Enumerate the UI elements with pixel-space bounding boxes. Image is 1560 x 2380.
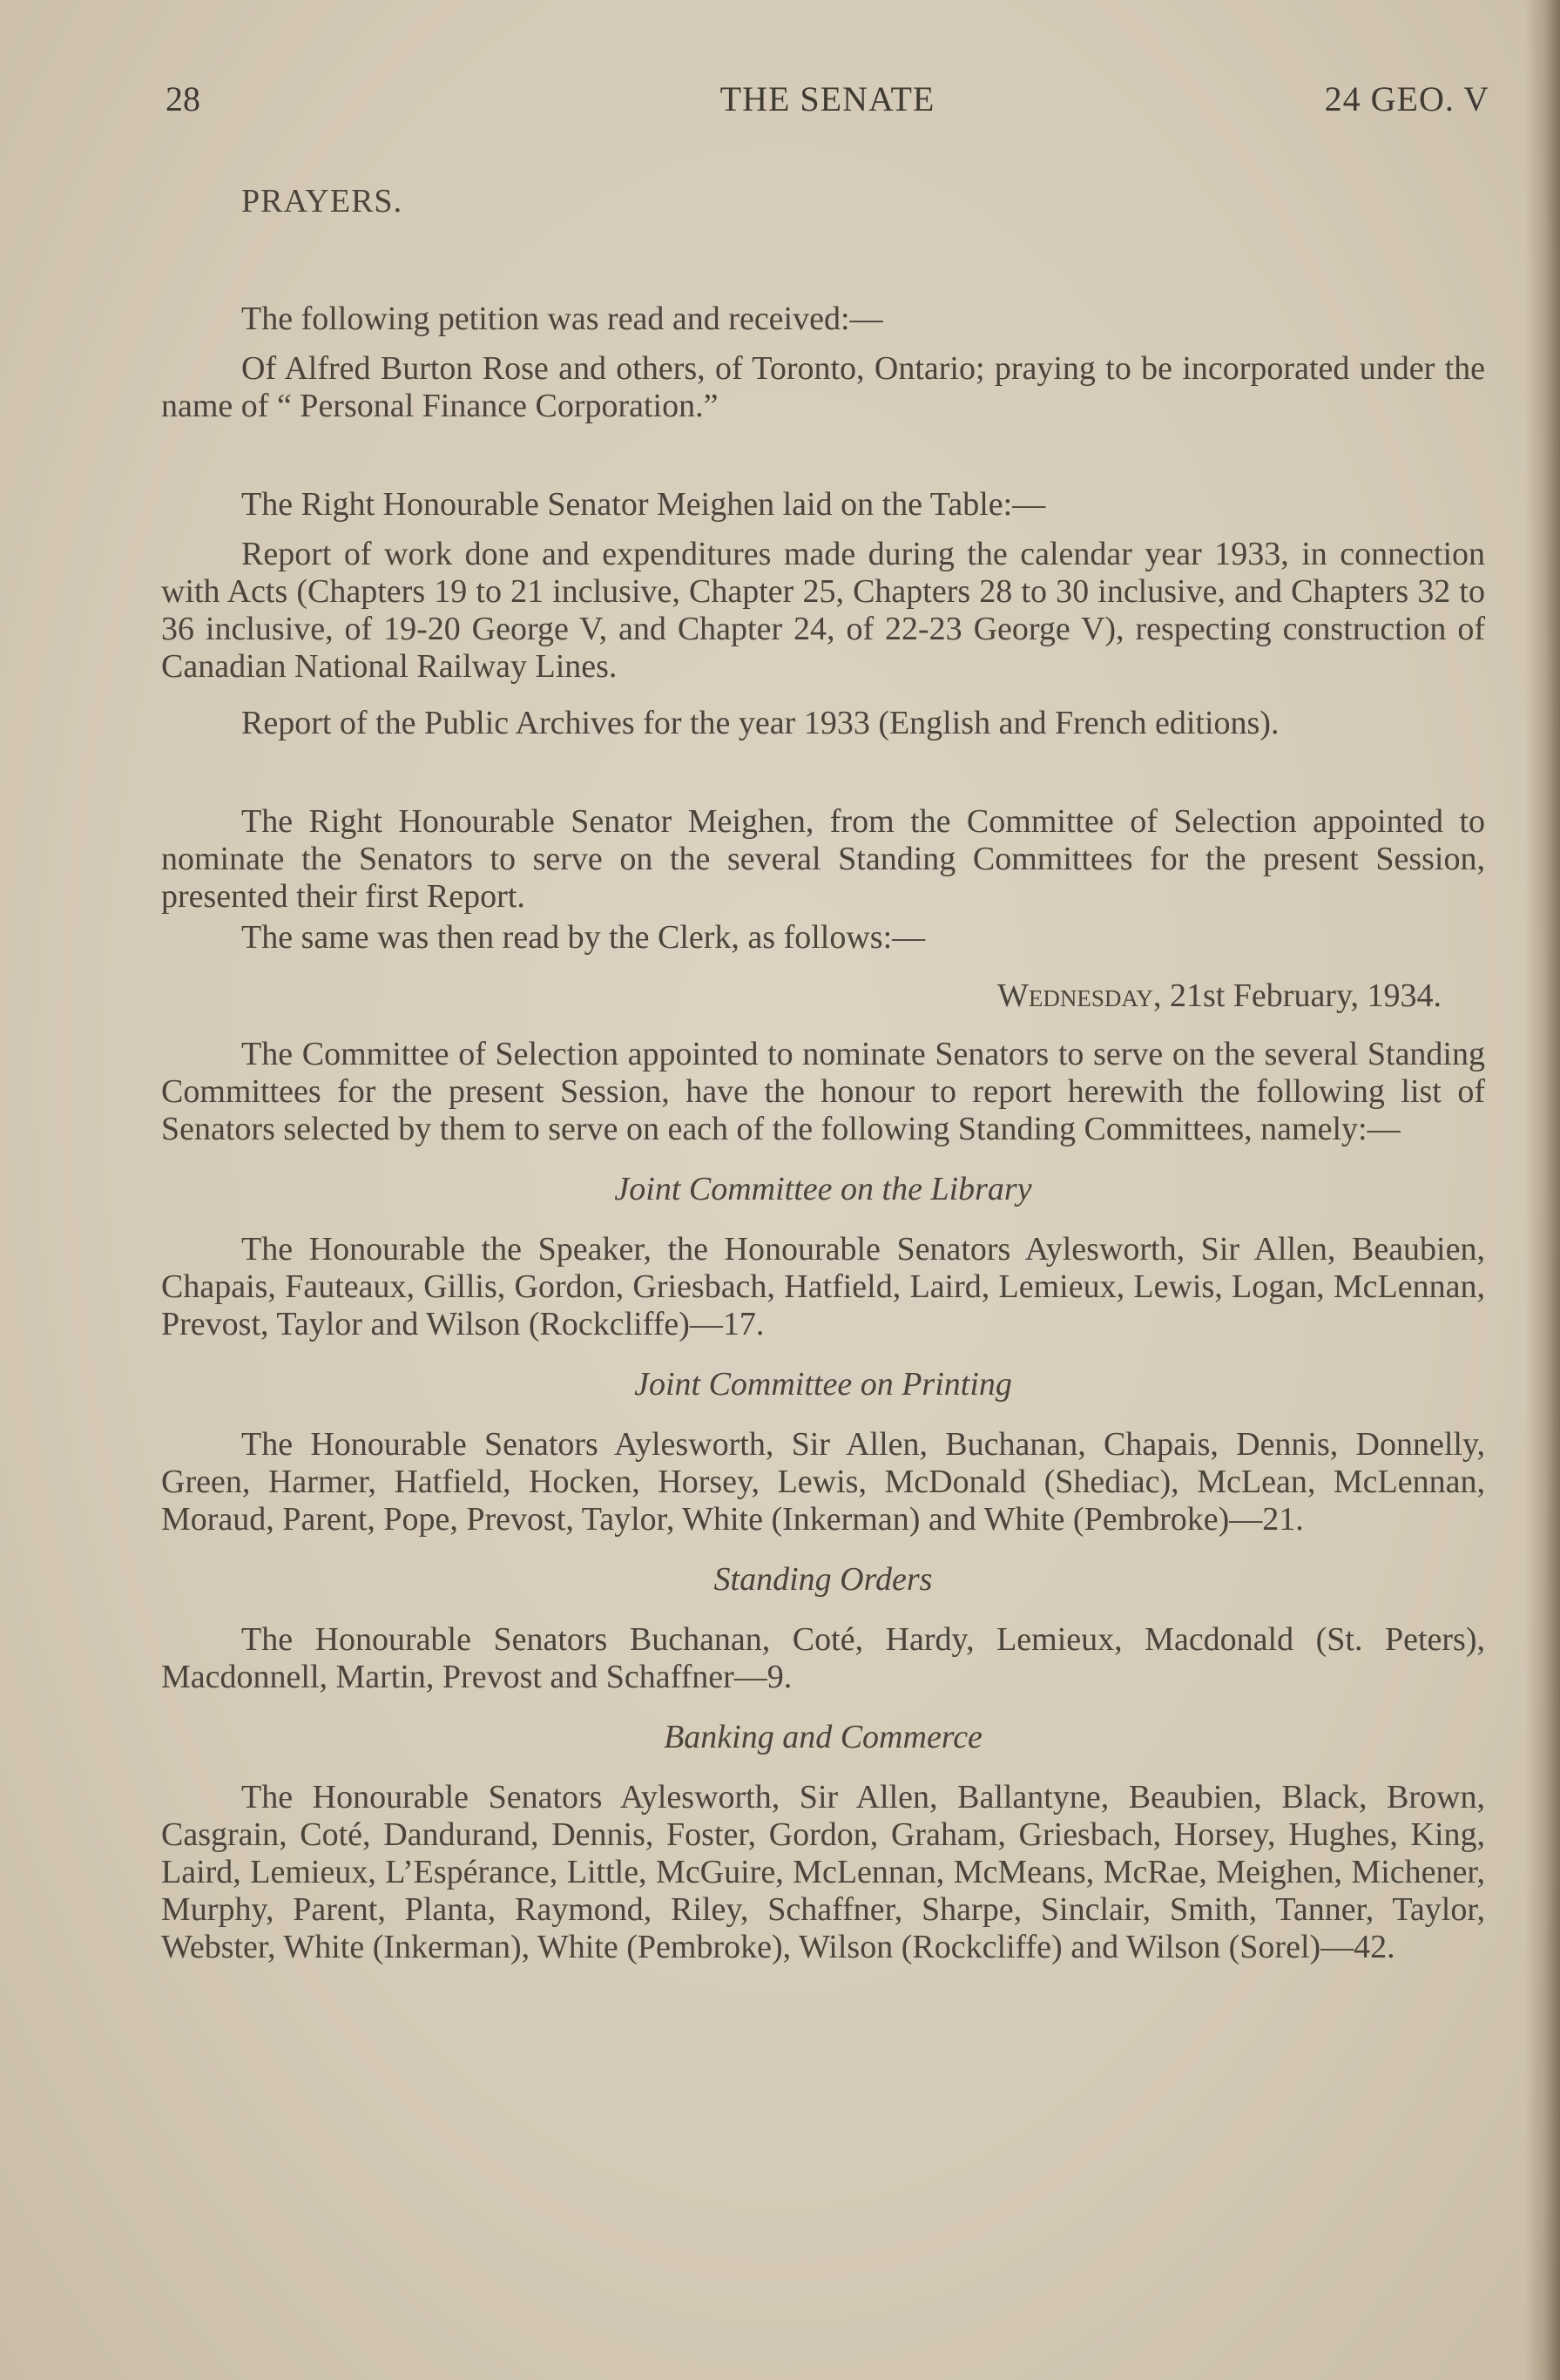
committee-members-standing-orders: The Honourable Senators Buchanan, Coté, Hardy, Lemieux, Macdonald (St. Peters), Macdonnell, Martin, Prevost and Schaffner—9. — [161, 1621, 1485, 1695]
read-by-clerk: The same was then read by the Clerk, as follows:— — [241, 919, 926, 956]
committee-heading-banking: Banking and Commerce — [664, 1719, 983, 1755]
page-body — [161, 183, 1485, 1985]
running-header — [165, 78, 1489, 122]
petition-intro: The following petition was read and received:— — [241, 301, 883, 337]
committee-members-banking: The Honourable Senators Aylesworth, Sir Allen, Ballantyne, Beaubien, Black, Brown, Casgrain, Coté, Dandurand, Dennis, Foster, Gordon, Graham, Griesbach, Horsey, Hughes, King, Laird, Lemieux, L’Espérance, Little, McGuire, McLennan, McMeans, McRae, Meighen, Michener, Murphy, Parent, Planta, Raymond, Riley, Schaffner, Sharpe, Sinclair, Smith, Tanner, Taylor, Webster, White (Inkerman), White (Pembroke), Wilson (Rockcliffe) and Wilson (Sorel)—42. — [161, 1779, 1485, 1965]
report-construction: Report of work done and expenditures made during the calendar year 1933, in connection with Acts (Chapters 19 to 21 inclusive, Chapter 25, Chapters 28 to 30 inclusive, and Chapters 32 to 36 inclusive, of 19-20 George V, and Chapter 24, of 22-23 George V), respecting construction of Canadian National Railway Lines. — [161, 536, 1485, 685]
committee-members-library: The Honourable the Speaker, the Honourable Senators Aylesworth, Sir Allen, Beaubien, Chapais, Fauteaux, Gillis, Gordon, Griesbach, Hatfield, Laird, Lemieux, Lewis, Logan, McLennan, Prevost, Taylor and Wilson (Rockcliffe)—17. — [161, 1231, 1485, 1342]
page-edge-shadow — [1525, 0, 1560, 2380]
regnal-year: 24 GEO. V — [1324, 79, 1489, 118]
report-body: The Committee of Selection appointed to nominate Senators to serve on the several Standing Committees for the present Session, have the honour to report herewith the following list of Senators selected by them to serve on each of the following Standing Committees, namely:— — [161, 1036, 1485, 1147]
selection-intro: The Right Honourable Senator Meighen, from the Committee of Selection appointed to nominate the Senators to serve on the several Standing Committees for the present Session, presented their first Report. — [161, 803, 1485, 915]
committee-heading-library: Joint Committee on the Library — [614, 1171, 1032, 1207]
committee-members-printing: The Honourable Senators Aylesworth, Sir Allen, Buchanan, Chapais, Dennis, Donnelly, Green, Harmer, Hatfield, Hocken, Horsey, Lewis, McDonald (Shediac), McLean, McLennan, Moraud, Parent, Pope, Prevost, Taylor, White (Inkerman) and White (Pembroke)—21. — [161, 1426, 1485, 1538]
report-date-rest: , 21st February, 1934. — [1152, 977, 1442, 1014]
committee-heading-standing-orders: Standing Orders — [713, 1561, 933, 1598]
report-date-day: Wednesday — [997, 977, 1153, 1014]
page-number: 28 — [165, 79, 200, 118]
report-date — [161, 977, 1485, 1015]
committee-heading-printing: Joint Committee on Printing — [634, 1366, 1012, 1403]
prayers-heading: PRAYERS. — [241, 183, 403, 220]
table-intro: The Right Honourable Senator Meighen laid on the Table:— — [241, 486, 1046, 523]
running-title: THE SENATE — [719, 79, 935, 118]
petition-text: Of Alfred Burton Rose and others, of Toronto, Ontario; praying to be incorporated under the name of “ Personal Finance Corporation.” — [161, 350, 1485, 424]
report-archives: Report of the Public Archives for the year 1933 (English and French editions). — [241, 705, 1280, 741]
